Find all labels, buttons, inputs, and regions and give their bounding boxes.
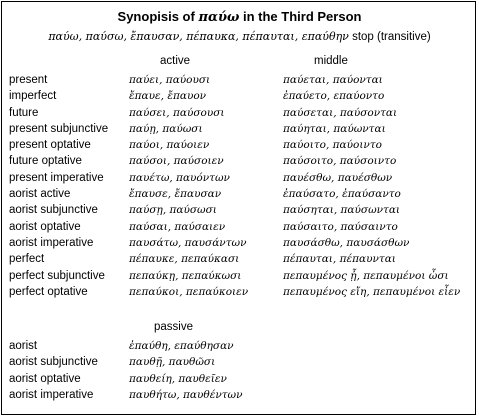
row-label: present optative <box>9 139 91 152</box>
title-verb: παύω <box>198 10 240 25</box>
middle-form: παυέσθω, παυέσθων <box>283 171 393 184</box>
table-row <box>9 373 479 389</box>
row-label: perfect optative <box>9 285 88 298</box>
active-form: παυσάτω, παυσάντων <box>129 236 247 249</box>
middle-form: παυσάσθω, παυσάσθων <box>283 236 410 249</box>
passive-header: passive <box>154 321 193 333</box>
passive-form: ἐπαύθη, επαύθησαν <box>129 340 234 352</box>
row-label: imperfect <box>9 90 57 103</box>
table-row <box>9 221 479 237</box>
middle-form: παύσοιτο, παύσοιντο <box>283 155 397 168</box>
row-label: aorist subjunctive <box>9 204 98 217</box>
row-label: future optative <box>9 155 82 168</box>
middle-form: πεπαυμένος ᾖ, πεπαυμένοι ὦσι <box>283 269 449 282</box>
row-label: aorist active <box>9 188 71 201</box>
row-label: perfect <box>9 253 45 266</box>
active-middle-table <box>9 74 479 302</box>
row-label: present <box>9 74 48 86</box>
active-form: παυέτω, παυόντων <box>129 171 230 184</box>
row-label: aorist imperative <box>9 388 94 401</box>
table-row <box>9 356 479 372</box>
table-row <box>9 90 479 106</box>
middle-form: πεπαυμένος εἴη, πεπαυμένοι εἶεν <box>283 285 461 298</box>
passive-table <box>9 340 479 405</box>
active-form: ἔπαυε, ἔπαυον <box>129 90 207 103</box>
middle-form: παύεται, παύονται <box>283 74 383 86</box>
passive-form: παυθῇ, παυθῶσι <box>129 356 216 369</box>
table-row <box>9 172 479 188</box>
active-header: active <box>160 55 191 67</box>
title-prefix: Synopisis of <box>117 9 195 24</box>
table-row <box>9 139 479 155</box>
active-form: ἔπαυσε, ἔπαυσαν <box>129 188 222 201</box>
table-row <box>9 340 479 356</box>
middle-header: middle <box>314 55 348 67</box>
active-form: παύοι, παύοιεν <box>129 139 210 152</box>
row-label: aorist <box>9 340 38 352</box>
table-row <box>9 74 479 90</box>
row-label: aorist imperative <box>9 236 94 249</box>
table-row <box>9 155 479 171</box>
active-form: παύσοι, παύσοιεν <box>129 155 224 168</box>
row-label: present subjunctive <box>9 122 109 135</box>
principal-parts-line <box>0 30 479 43</box>
middle-form: ἐπαύετο, επαύοντο <box>283 90 385 103</box>
active-form: πεπαύκοι, πεπαύκοιεν <box>129 285 249 298</box>
active-form: πεπαύκῃ, πεπαύκωσι <box>129 269 242 282</box>
middle-form: παύηται, παύωνται <box>283 122 386 135</box>
active-form: πέπαυκε, πεπαύκασι <box>129 253 240 266</box>
passive-form: παυθήτω, παυθέντων <box>129 388 243 401</box>
middle-form: παύοιτο, παύοιντο <box>283 139 382 152</box>
middle-form: παύσηται, παύσωνται <box>283 204 401 217</box>
verb-meaning: stop (transitive) <box>352 31 431 43</box>
active-form: παύσῃ, παύσωσι <box>129 204 217 217</box>
table-row <box>9 123 479 139</box>
page-title <box>0 9 479 25</box>
row-label: perfect subjunctive <box>9 269 105 282</box>
table-row <box>9 237 479 253</box>
active-form: παύσαι, παύσαιεν <box>129 220 226 233</box>
table-row <box>9 188 479 204</box>
row-label: aorist subjunctive <box>9 356 98 369</box>
table-row <box>9 204 479 220</box>
row-label: future <box>9 106 39 119</box>
table-row <box>9 107 479 123</box>
active-form: παύει, παύουσι <box>129 74 211 86</box>
middle-form: παύσεται, παύσονται <box>283 106 398 119</box>
title-suffix: in the Third Person <box>243 9 362 24</box>
row-label: aorist optative <box>9 220 81 233</box>
middle-form: παύσαιτο, παύσαιντο <box>283 220 398 233</box>
table-row <box>9 270 479 286</box>
middle-form: πέπαυται, πέπαυνται <box>283 253 396 266</box>
table-row <box>9 286 479 302</box>
table-row <box>9 253 479 269</box>
row-label: present imperative <box>9 171 104 184</box>
principal-parts: παύω, παύσω, ἔπαυσαν, πέπαυκα, πέπαυται, επαύθην <box>48 30 349 43</box>
row-label: aorist optative <box>9 372 81 385</box>
table-row <box>9 389 479 405</box>
active-form: παύσει, παύσουσι <box>129 106 225 119</box>
middle-form: ἐπαύσατο, ἐπαύσαντο <box>283 188 401 201</box>
active-form: παύῃ, παύωσι <box>129 122 203 135</box>
passive-form: παυθείη, παυθεῖεν <box>129 372 227 385</box>
